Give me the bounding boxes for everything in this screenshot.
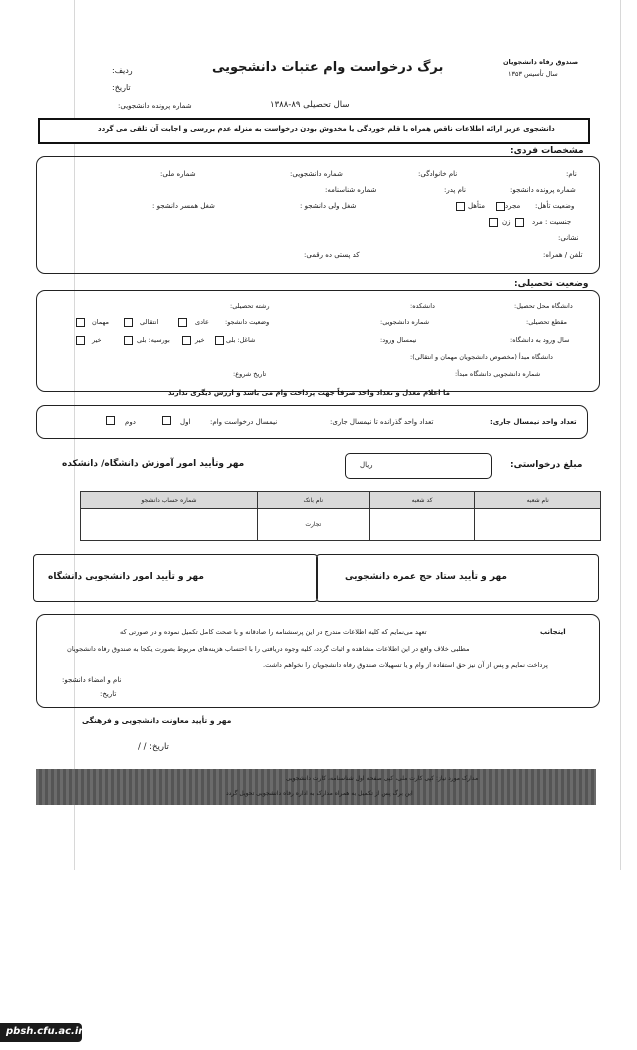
spouse-job-label: شغل همسر دانشجو : <box>152 202 215 210</box>
normal-label: عادی <box>195 318 209 326</box>
bank-cell[interactable]: تجارت <box>257 509 369 541</box>
file-number: شماره پرونده دانشجویی: <box>118 102 192 110</box>
second-term-label: دوم <box>125 418 136 426</box>
scholar-label: بورسیه: بلی <box>137 336 170 344</box>
name-label: نام: <box>566 170 577 178</box>
file-no-label: شماره پرونده دانشجو: <box>510 186 576 194</box>
student-no-label: شماره دانشجویی: <box>290 170 343 178</box>
units-passed-label: تعداد واحد گذرانده تا نیمسال جاری: <box>330 418 434 426</box>
commit-date-label: تاریخ: <box>100 690 117 698</box>
row-label: ردیف: <box>112 66 133 75</box>
fund-name: صندوق رفاه دانشجویان <box>503 58 579 66</box>
header-branch-code: کد شعبه <box>369 492 475 509</box>
employed-no-checkbox[interactable] <box>182 336 191 345</box>
male-checkbox[interactable] <box>515 218 524 227</box>
education-heading: وضعیت تحصیلی: <box>514 279 589 289</box>
first-term-checkbox[interactable] <box>162 416 171 425</box>
header-bank: نام بانک <box>257 492 369 509</box>
currency-label: ریال <box>360 461 373 469</box>
national-id-label: شماره ملی: <box>160 170 196 178</box>
status-label: وضعیت دانشجو: <box>225 318 270 326</box>
notice-bar <box>38 118 590 144</box>
sign-label: نام و امضاء دانشجو: <box>62 676 122 684</box>
scholar-no-checkbox[interactable] <box>76 336 85 345</box>
hajj-approval-label: مهر و تأیید ستاد حج عمره دانشجویی <box>345 572 507 582</box>
entry-year-label: سال ورود به دانشگاه: <box>510 336 570 344</box>
founded-year: سال تأسیس ۱۳۵۳ <box>508 70 558 78</box>
scholar-no-label: خیر <box>92 336 102 344</box>
notice-text: دانشجوی عزیز ارائه اطلاعات ناقص همراه با قلم خوردگی یا مخدوش بودن درخواست به منزله عدم بررسی و اجابت آن تلقی می گردد <box>98 125 555 133</box>
guest-checkbox[interactable] <box>76 318 85 327</box>
gpa-note: ما اعلام معدل و تعداد واحد صرفاً جهت پرداخت وام می باشد و ارزش دیگری ندارند <box>168 389 450 397</box>
amount-input[interactable] <box>345 453 492 479</box>
commitment-title: اینجانب <box>540 628 566 636</box>
employed-no-label: خیر <box>195 336 205 344</box>
phone-label: تلفن / همراه: <box>543 251 583 259</box>
commitment-line2: مطلبی خلاف واقع در این اطلاعات مشاهده و اثبات گردد، کلیه وجوه دریافتی را با احتساب هزینه‌های مربوط بصورت یکجا به صندوق رفاه دانشجویان <box>67 645 470 653</box>
scholar-yes-checkbox[interactable] <box>124 336 133 345</box>
site-watermark <box>0 1023 82 1042</box>
university-label: دانشگاه محل تحصیل: <box>514 302 573 310</box>
header-branch-name: نام شعبه <box>475 492 601 509</box>
vice-date: تاریخ: / / <box>138 742 169 752</box>
employed-yes-checkbox[interactable] <box>215 336 224 345</box>
second-term-checkbox[interactable] <box>106 416 115 425</box>
transfer-checkbox[interactable] <box>124 318 133 327</box>
footer-line1: مدارک مورد نیاز: کپی کارت ملی، کپی صفحه اول شناسنامه، کارت دانشجویی <box>286 775 479 782</box>
vice-stamp: مهر و تأیید معاونت دانشجویی و فرهنگی <box>82 716 232 725</box>
female-checkbox[interactable] <box>489 218 498 227</box>
amount-label: مبلغ درخواستی: <box>510 460 583 470</box>
bank-table-grid <box>80 491 601 541</box>
single-checkbox[interactable] <box>496 202 505 211</box>
edu-student-no-label: شماره دانشجویی: <box>380 318 430 326</box>
father-label: نام پدر: <box>444 186 467 194</box>
date-label: تاریخ: <box>112 83 131 92</box>
start-date-label: تاریخ شروع: <box>233 370 267 378</box>
form-title: برگ درخواست وام عتبات دانشجویی <box>212 60 444 75</box>
single-label: مجرد <box>505 202 521 210</box>
affairs-approval-label: مهر و تأیید امور دانشجویی دانشگاه <box>48 572 204 582</box>
origin-label: دانشگاه مبدأ (مخصوص دانشجویان مهمان و انتقالی): <box>410 353 553 361</box>
education-stamp: مهر وتأیید امور آموزش دانشگاه/ دانشکده <box>62 459 245 469</box>
married-checkbox[interactable] <box>456 202 465 211</box>
employed-label: شاغل: بلی <box>226 336 256 344</box>
units-current-label: تعداد واحد نیمسال جاری: <box>490 418 577 426</box>
faculty-label: دانشکده: <box>410 302 435 310</box>
loan-term-label: نیمسال درخواست وام: <box>210 418 278 426</box>
guest-label: مهمان <box>92 318 109 326</box>
hajj-approval-box <box>316 554 599 602</box>
female-label: زن <box>502 218 511 226</box>
married-label: متأهل <box>468 202 485 210</box>
major-label: رشته تحصیلی: <box>230 302 270 310</box>
origin-no-label: شماره دانشجویی دانشگاه مبدأ: <box>455 370 541 378</box>
guardian-job-label: شغل ولی دانشجو : <box>300 202 357 210</box>
id-no-label: شماره شناسنامه: <box>325 186 377 194</box>
marital-label: وضعیت تأهل: <box>535 202 575 210</box>
academic-year: سال تحصیلی ۸۹-۱۳۸۸ <box>270 100 350 110</box>
address-label: نشانی: <box>558 234 579 242</box>
level-label: مقطع تحصیلی: <box>526 318 567 326</box>
family-label: نام خانوادگی: <box>418 170 458 178</box>
footer-line2: این برگ پس از تکمیل به همراه مدارک به اداره رفاه دانشجویی تحویل گردد <box>226 790 413 797</box>
commitment-line1: تعهد می‌نمایم که کلیه اطلاعات مندرج در این پرسشنامه را صادقانه و با صحت کامل تکمیل نموده و در صورتی که <box>120 628 427 636</box>
gender-label: جنسیت : مرد <box>532 218 572 226</box>
footer-notes-strip <box>36 769 596 805</box>
transfer-label: انتقالی <box>140 318 159 326</box>
affairs-approval-box <box>33 554 318 602</box>
personal-heading: مشخصات فردی: <box>510 146 584 156</box>
watermark-text: pbsh.cfu.ac.ir <box>6 1026 84 1037</box>
scan-guide-line-right <box>620 0 621 870</box>
normal-checkbox[interactable] <box>178 318 187 327</box>
first-term-label: اول <box>180 418 191 426</box>
entry-term-label: نیمسال ورود: <box>380 336 417 344</box>
header-account: شماره حساب دانشجو <box>81 492 258 509</box>
postal-label: کد پستی ده رقمی: <box>304 251 360 259</box>
commitment-line3: پرداخت نمایم و پس از آن نیز حق استفاده از وام و یا تسهیلات صندوق رفاه دانشجویان را نخواهم داشت. <box>263 661 548 669</box>
